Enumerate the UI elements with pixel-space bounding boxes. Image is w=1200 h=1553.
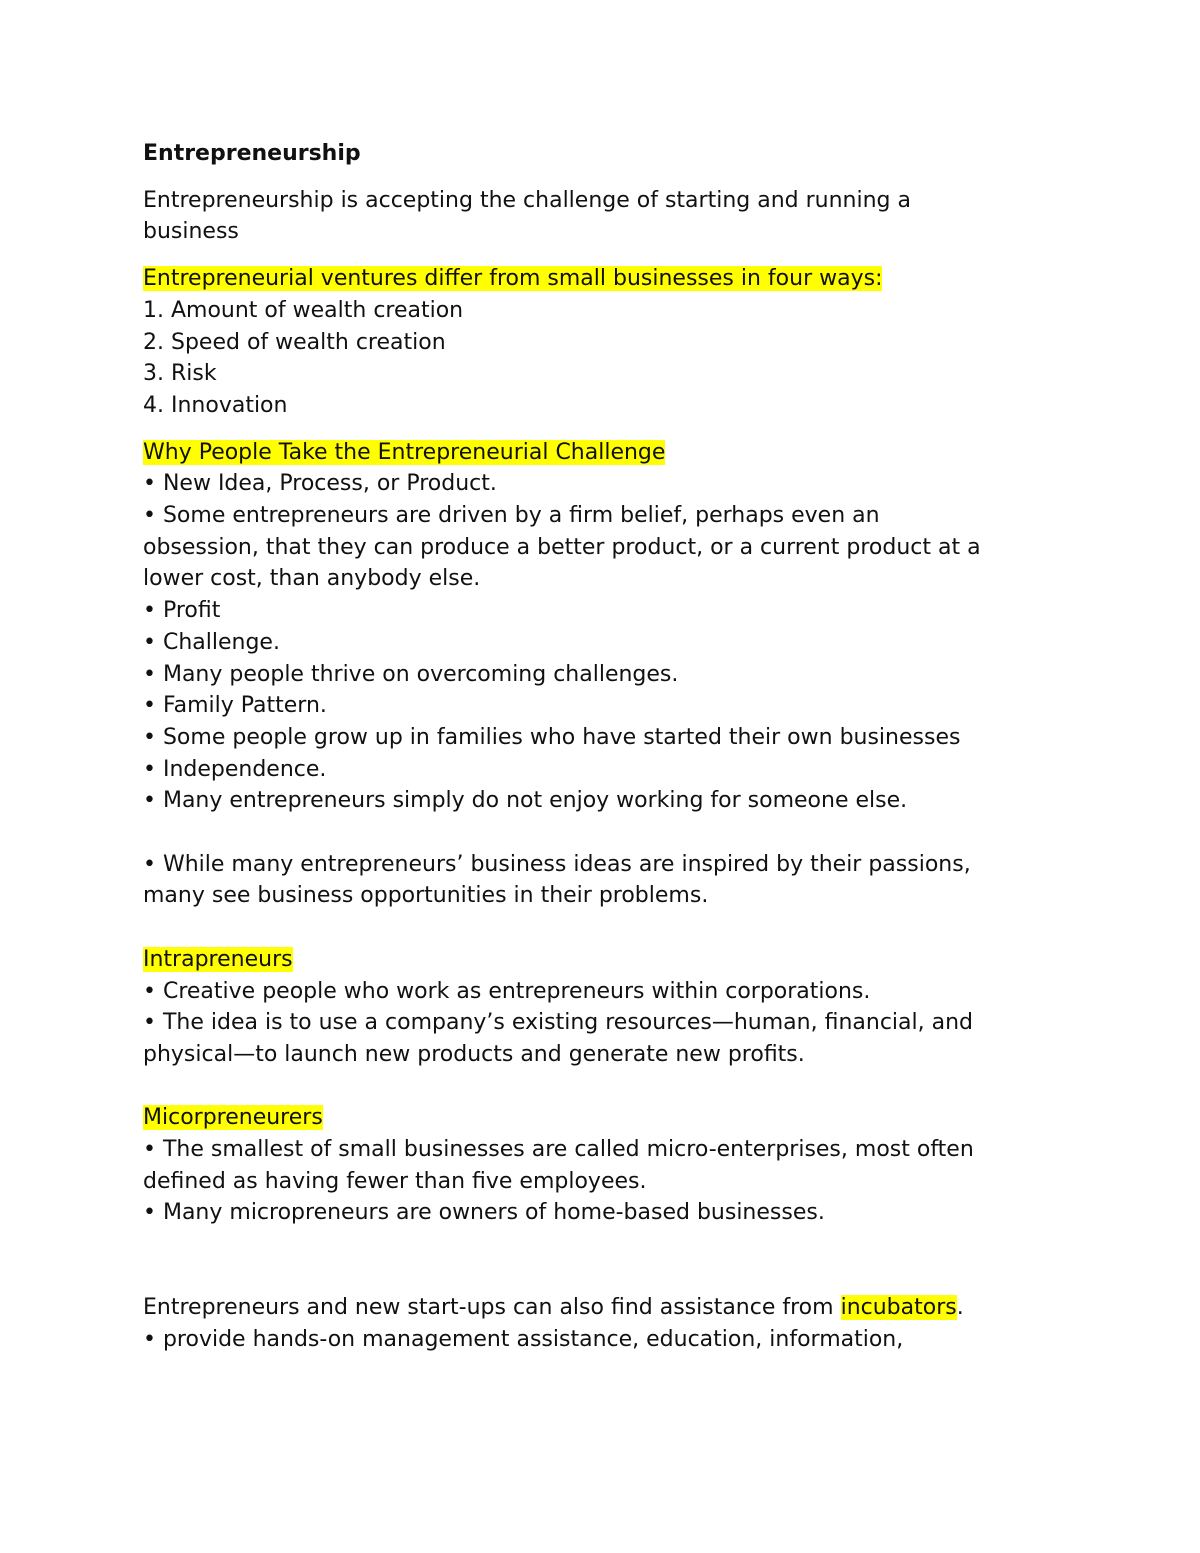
bullet-line: • New Idea, Process, or Product.	[143, 471, 497, 497]
intrapreneurs-heading-line	[143, 944, 1063, 976]
list-item: 4. Innovation	[143, 392, 288, 418]
bullet-line: obsession, that they can produce a better product, or a current product at a	[143, 534, 981, 560]
ventures-heading-line	[143, 263, 1063, 295]
incubators-line	[143, 1292, 1063, 1324]
why-heading-line	[143, 437, 1063, 469]
document-title: Entrepreneurship	[143, 141, 361, 166]
bullet-line: • Challenge.	[143, 629, 280, 655]
list-item: 2. Speed of wealth creation	[143, 329, 446, 355]
bullet-line: • Independence.	[143, 756, 327, 782]
incubators-suffix: .	[956, 1295, 964, 1321]
bullet-line: • provide hands-on management assistance, education, information,	[143, 1326, 904, 1352]
definition-line: business	[143, 219, 239, 245]
bullet-line: • Some people grow up in families who have started their own businesses	[143, 724, 961, 750]
bullet-line: • Many people thrive on overcoming challenges.	[143, 661, 679, 687]
incubators-highlight: incubators	[840, 1295, 957, 1321]
why-heading: Why People Take the Entrepreneurial Challenge	[143, 439, 666, 465]
definition-line: Entrepreneurship is accepting the challenge of starting and running a	[143, 187, 911, 213]
bullet-line: • The smallest of small businesses are called micro-enterprises, most often	[143, 1137, 974, 1163]
micropreneurs-heading: Micorpreneurers	[143, 1105, 323, 1131]
intrapreneurs-heading: Intrapreneurs	[143, 946, 293, 972]
bullet-line: • While many entrepreneurs’ business ideas are inspired by their passions,	[143, 851, 971, 877]
bullet-line: defined as having fewer than five employees.	[143, 1168, 647, 1194]
list-item: 3. Risk	[143, 361, 217, 387]
list-item: 1. Amount of wealth creation	[143, 297, 464, 323]
bullet-line: • Some entrepreneurs are driven by a firm belief, perhaps even an	[143, 503, 880, 529]
ventures-heading: Entrepreneurial ventures differ from small businesses in four ways:	[143, 266, 883, 292]
bullet-line: • Profit	[143, 598, 221, 624]
bullet-line: • Many entrepreneurs simply do not enjoy working for someone else.	[143, 788, 908, 814]
micropreneurs-heading-line	[143, 1102, 1063, 1134]
document-page	[143, 138, 1063, 1356]
bullet-line: many see business opportunities in their problems.	[143, 883, 709, 909]
bullet-line: physical—to launch new products and generate new profits.	[143, 1041, 805, 1067]
bullet-line: • The idea is to use a company’s existing resources—human, financial, and	[143, 1010, 973, 1036]
bullet-line: • Family Pattern.	[143, 693, 327, 719]
incubators-prefix: Entrepreneurs and new start-ups can also find assistance from	[143, 1295, 841, 1321]
bullet-line: • Many micropreneurs are owners of home-based businesses.	[143, 1200, 825, 1226]
bullet-line: lower cost, than anybody else.	[143, 566, 481, 592]
bullet-line: • Creative people who work as entrepreneurs within corporations.	[143, 978, 871, 1004]
